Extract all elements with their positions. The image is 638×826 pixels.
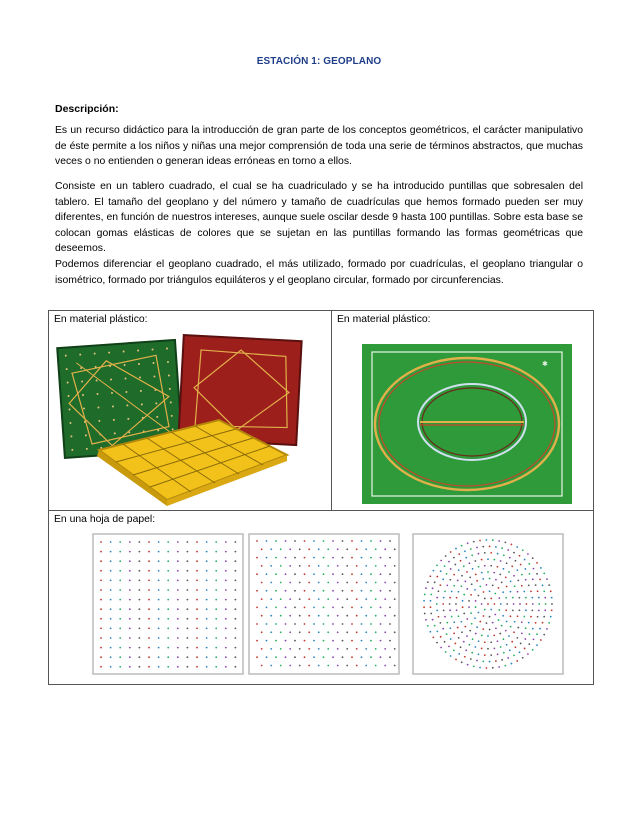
cell-label-paper: En una hoja de papel: [54,514,156,525]
cell-plastic-right [332,311,594,511]
description-heading: Descripción: [55,103,119,115]
paragraph-types: Podemos diferenciar el geoplano cuadrado, el más utilizado, formado por cuadrículas, el geoplano triangular o isométrico, formado por triángulos equiláteros y el geoplano circular, formado por circunferencias. [55,259,583,286]
cell-label-plastic-right: En material plástico: [337,314,431,325]
examples-table [48,310,594,685]
circular-geoboard-photo [332,330,593,506]
page-title: ESTACIÓN 1: GEOPLANO [256,56,382,67]
circular-dot-paper [413,534,563,674]
brand-logo-mark: ✱ [542,361,548,368]
square-dot-paper [93,534,243,674]
isometric-dot-paper [249,534,399,674]
cell-paper [49,511,594,685]
three-geoboards-photo [49,330,331,506]
paragraph-construction: Consiste en un tablero cuadrado, el cual se ha cuadriculado y se ha introducido puntillas que sobresalen del tablero. El tamaño del geoplano y del número y tamaño de cuadrículas que hemos formado pueden ser muy diferentes, en función de nuestros intereses, aunque suele oscilar desde 9 hasta 100 puntillas. Sobre esta base se colocan gomas elásticas de colores que se sujetan en las puntillas formando las formas geométricas que deseemos. [55,181,583,255]
cell-plastic-left [49,311,332,511]
paragraph-intro: Es un recurso didáctico para la introducción de gran parte de los conceptos geométricos, el carácter manipulativo de éste permite a los niños y niñas una mejor comprensión de toda una serie de términos abstractos, que muchas veces o no entienden o generan ideas erróneas en torno a ellos. [55,125,583,168]
cell-label-plastic-left: En material plástico: [54,314,148,325]
